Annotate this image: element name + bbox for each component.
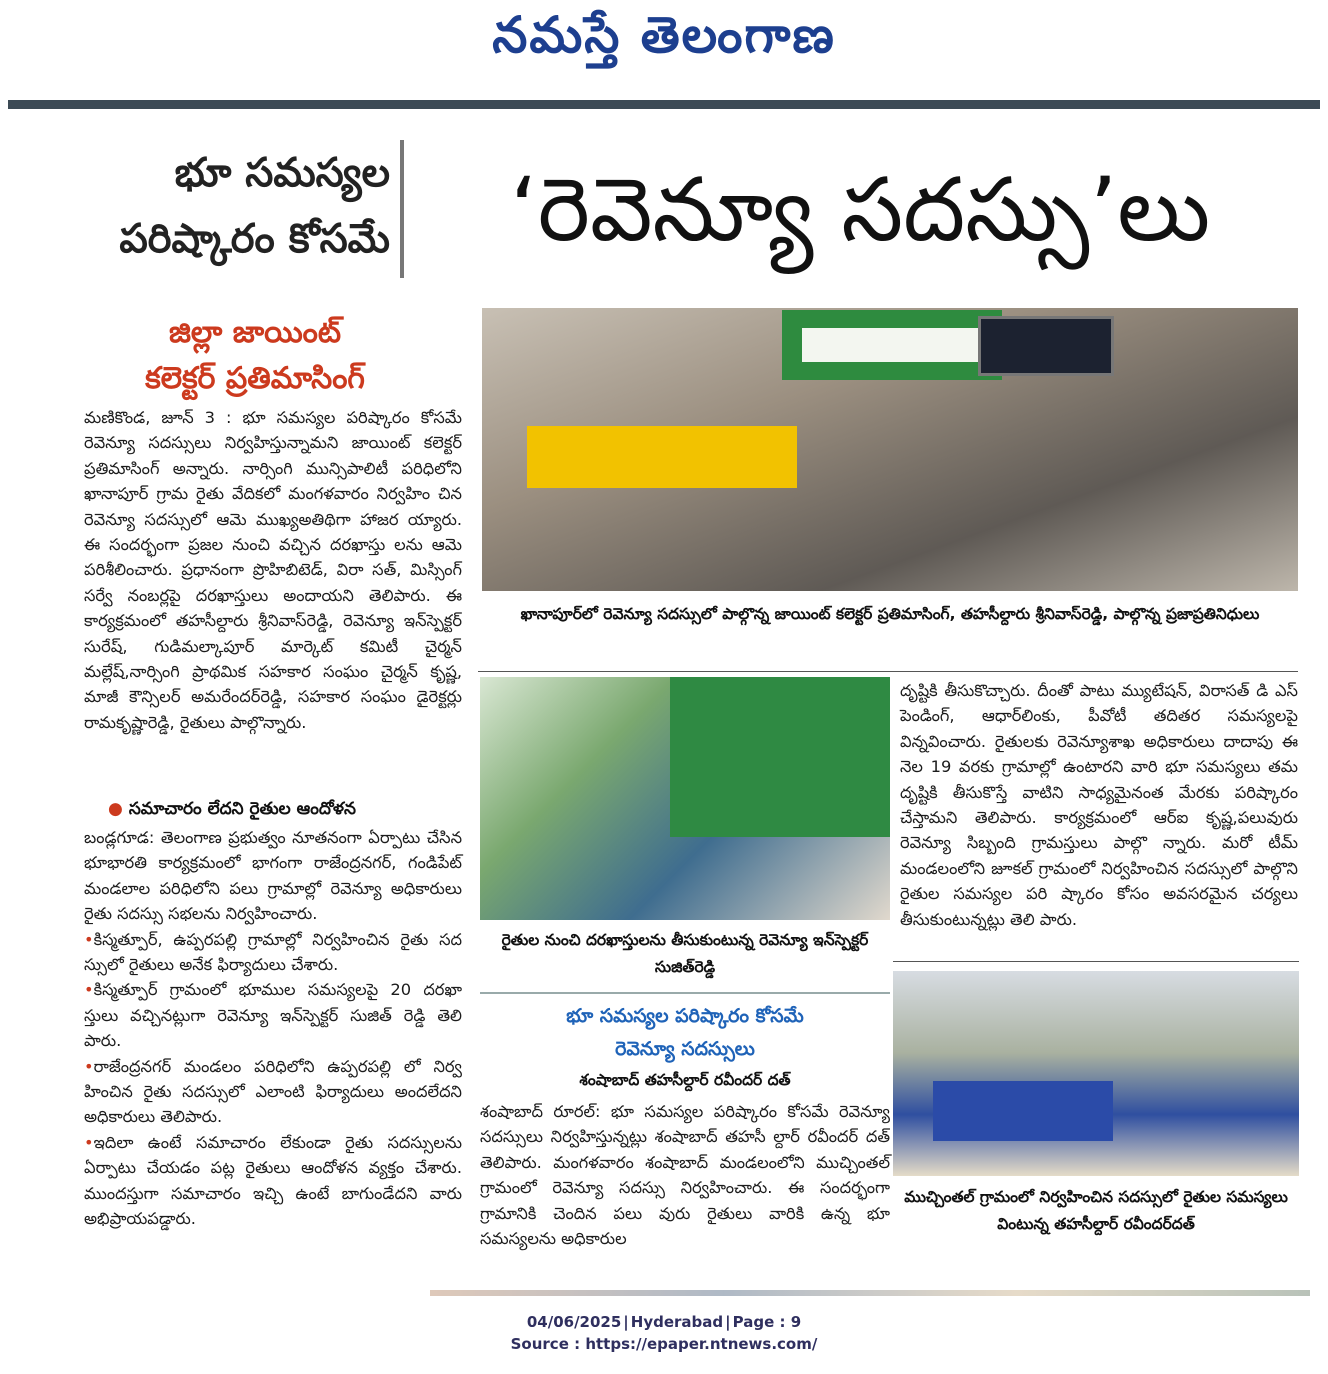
- bullet-item: [84, 1054, 462, 1130]
- photo-green-banner: [670, 677, 890, 837]
- photo-muchintal-meeting: [893, 971, 1299, 1176]
- bullet-heading-text: సమాచారం లేదని రైతుల ఆందోళన: [128, 799, 356, 819]
- footer-page: Page : 9: [732, 1313, 802, 1331]
- bullet-item: [84, 927, 462, 978]
- bullet-item: [84, 1130, 462, 1232]
- photo3-caption: ముచ్చింతల్ గ్రామంలో నిర్వహించిన సదస్సులో రైతుల సమస్యలు వింటున్న తహసీల్దార్ రవీందర్‌దత్: [904, 1188, 1288, 1233]
- photo-revenue-meeting-khanapur: [482, 308, 1298, 591]
- section-divider: [893, 961, 1299, 962]
- footer-city: Hyderabad: [630, 1313, 724, 1331]
- bullet-item: [84, 977, 462, 1053]
- footer-info: 04/06/2025 | Hyderabad | Page : 9: [526, 1313, 802, 1331]
- photo-blue-table: [933, 1081, 1113, 1141]
- article-right-paragraph: దృష్టికి తీసుకొచ్చారు. దీంతో పాటు మ్యుటేషన్, విరాసత్ డి ఎస్ పెండింగ్, ఆధార్‌లింకు, పీవోటీ తదితర సమస్యలపై విన్నవించారు. రైతులకు రెవెన్యూశాఖ అధికారులు దాదాపు ఈ నెల 19 వరకు గ్రామాల్లో ఉంటారని వారి భూ సమస్యలు తమ దృష్టికి తీసుకొస్తే వాటిని సాధ్యమైనంత మేరకు పరిష్కారం చేస్తామని తెలిపారు. కార్యక్రమంలో ఆర్ఐ కృష్ణ,పలువురు రెవెన్యూ సిబ్బంది గ్రామస్తులు పాల్గొ న్నారు. మరో టీమ్ మండలంలోని జూకల్ గ్రామంలో నిర్వహించిన సదస్సులో పాల్గొని రైతుల సమస్యల పరి ష్కారం కోసం అవసరమైన చర్యలు తీసుకుంటున్నట్లు తెలి పారు.: [900, 681, 1298, 929]
- photo-head-table: [527, 426, 797, 488]
- bullet-dot-icon: ●: [108, 799, 123, 819]
- kicker-line-2: పరిష్కారం కోసమే: [119, 216, 390, 262]
- bullet-text: కిస్మత్పూర్, ఉప్పరపల్లి గ్రామాల్లో నిర్వహించిన రైతు సద స్సులో రైతులు అనేక ఫిర్యాదులు చేశారు.: [84, 929, 462, 975]
- article1-para2: బండ్లగూడ: తెలంగాణ ప్రభుత్వం నూతనంగా ఏర్పాటు చేసిన భూభారతి కార్యక్రమంలో భాగంగా రాజేంద్రనగర్, గండిపేట్ మండలాల పరిధిలోని పలు గ్రామాల్లో రెవెన్యూ అధికారులు రైతు సదస్సు సభలను నిర్వహించారు.: [84, 828, 462, 924]
- main-headline: ‘రెవెన్యూ సదస్సు’లు: [509, 158, 1211, 261]
- photo2-caption: రైతుల నుంచి దరఖాస్తులను తీసుకుంటున్న రెవెన్యూ ఇన్‌స్పెక్టర్ సుజిత్‌రెడ్డి: [501, 931, 869, 976]
- bullet-text: రాజేంద్రనగర్ మండలం పరిధిలోని ఉప్పరపల్లి లో నిర్వ హించిన రైతు సదస్సులో ఎలాంటి ఫిర్యాదులు అందలేదని అధికారులు తెలిపారు.: [84, 1056, 462, 1127]
- article2-subhead: [480, 1000, 890, 1066]
- section-divider: [480, 992, 890, 994]
- photo-video-screen: [978, 316, 1114, 376]
- bullet-text: ఇదిలా ఉంటే సమాచారం లేకుండా రైతు సదస్సులను ఏర్పాటు చేయడం పట్ల రైతులు ఆందోళన వ్యక్తం చేశారు. ముందస్తుగా సమాచారం ఇచ్చి ఉంటే బాగుండేదని వారు అభిప్రాయపడ్డారు.: [84, 1132, 462, 1229]
- article1-continued: [84, 825, 462, 1232]
- footer-source-link[interactable]: Source : https://epaper.ntnews.com/: [510, 1335, 818, 1353]
- section-divider: [478, 671, 1298, 672]
- article2-paragraph: శంషాబాద్ రూరల్: భూ సమస్యల పరిష్కారం కోసమే రెవెన్యూ సదస్సులు నిర్వహిస్తున్నట్లు శంషాబాద్ తహసీ ల్దార్ రవీందర్ దత్ తెలిపారు. మంగళవారం శంషాబాద్ మండలంలోని ముచ్చింతల్ గ్రామంలో రెవెన్యూ సదస్సు నిర్వహించారు. ఈ సందర్భంగా గ్రామానికి చెందిన పలు వురు రైతులు వారికి ఉన్న భూ సమస్యలను అధికారుల: [480, 1102, 890, 1249]
- bottom-ad-strip: [430, 1290, 1310, 1296]
- subhead-line-2: కలెక్టర్ ప్రతిమాసింగ్: [145, 361, 365, 396]
- photo-banner: [782, 310, 1002, 380]
- subhead-line-1: జిల్లా జాయింట్: [168, 315, 342, 350]
- bullet-dot-icon: •: [84, 1132, 94, 1152]
- headline-divider: [400, 140, 404, 278]
- photo1-caption: ఖానాపూర్‌లో రెవెన్యూ సదస్సులో పాల్గొన్న జాయింట్ కలెక్టర్ ప్రతిమాసింగ్, తహసీల్దారు శ్రీనివాస్‌రెడ్డి, పాల్గొన్న ప్రజాప్రతినిధులు: [520, 605, 1260, 623]
- newspaper-logo: నమస్తే తెలంగాణ: [492, 6, 836, 64]
- footer-date: 04/06/2025: [526, 1313, 622, 1331]
- bullet-text: కిస్మత్పూర్ గ్రామంలో భూముల సమస్యలపై 20 దరఖా స్తులు వచ్చినట్లుగా రెవెన్యూ ఇన్‌స్పెక్టర్ సుజిత్ రెడ్డి తెలి పారు.: [84, 980, 462, 1051]
- footer-source: [0, 1335, 1328, 1353]
- article1-paragraph: మణికొండ, జూన్ 3 : భూ సమస్యల పరిష్కారం కోసమే రెవెన్యూ సదస్సులు నిర్వహిస్తున్నామని జాయింట్ కలెక్టర్ ప్రతిమాసింగ్ అన్నారు. నార్సింగి మున్సిపాలిటీ పరిధిలోని ఖానాపూర్ గ్రామ రైతు వేదికలో మంగళవారం నిర్వహిం చిన రెవెన్యూ సదస్సులో ఆమె ముఖ్యఅతిథిగా హాజర య్యారు. ఈ సందర్భంగా ప్రజల నుంచి వచ్చిన దరఖాస్తు లను ఆమె పరిశీలించారు. ప్రధానంగా ప్రొహిబిటెడ్, విరా సత్, మిస్సింగ్ సర్వే నంబర్లపై దరఖాస్తులు అందాయని తెలిపారు. ఈ కార్యక్రమంలో తహసీల్దారు శ్రీనివాస్‌రెడ్డి, రెవెన్యూ ఇన్‌స్పెక్టర్ సురేష్, గుడిమల్కాపూర్ మార్కెట్ కమిటీ చైర్మన్ మల్లేష్,నార్సింగి ప్రాథమిక సహకార సంఘం చైర్మన్ కృష్ణ, మాజీ కౌన్సిలర్ అమరేందర్‌రెడ్డి, సహకార సంఘం డైరెక్టర్లు రామకృష్ణారెడ్డి, రైతులు పాల్గొన్నారు.: [84, 408, 462, 732]
- article2-byline: శంషాబాద్ తహసీల్దార్ రవీందర్ దత్: [579, 1071, 791, 1089]
- bullet-dot-icon: •: [84, 1056, 94, 1076]
- kicker-line-1: భూ సమస్యల: [174, 150, 390, 196]
- article-subhead: [60, 310, 450, 402]
- bullet-dot-icon: •: [84, 929, 94, 949]
- masthead-rule: [8, 100, 1320, 109]
- headline-kicker: [60, 140, 390, 272]
- article2-subhead-line-2: రెవెన్యూ సదస్సులు: [615, 1038, 755, 1060]
- masthead: [0, 0, 1328, 78]
- photo-inspector-applications: [480, 677, 890, 920]
- bullet-dot-icon: •: [84, 980, 94, 1000]
- article2-subhead-line-1: భూ సమస్యల పరిష్కారం కోసమే: [566, 1005, 804, 1027]
- article1-bullet-heading: [108, 799, 468, 823]
